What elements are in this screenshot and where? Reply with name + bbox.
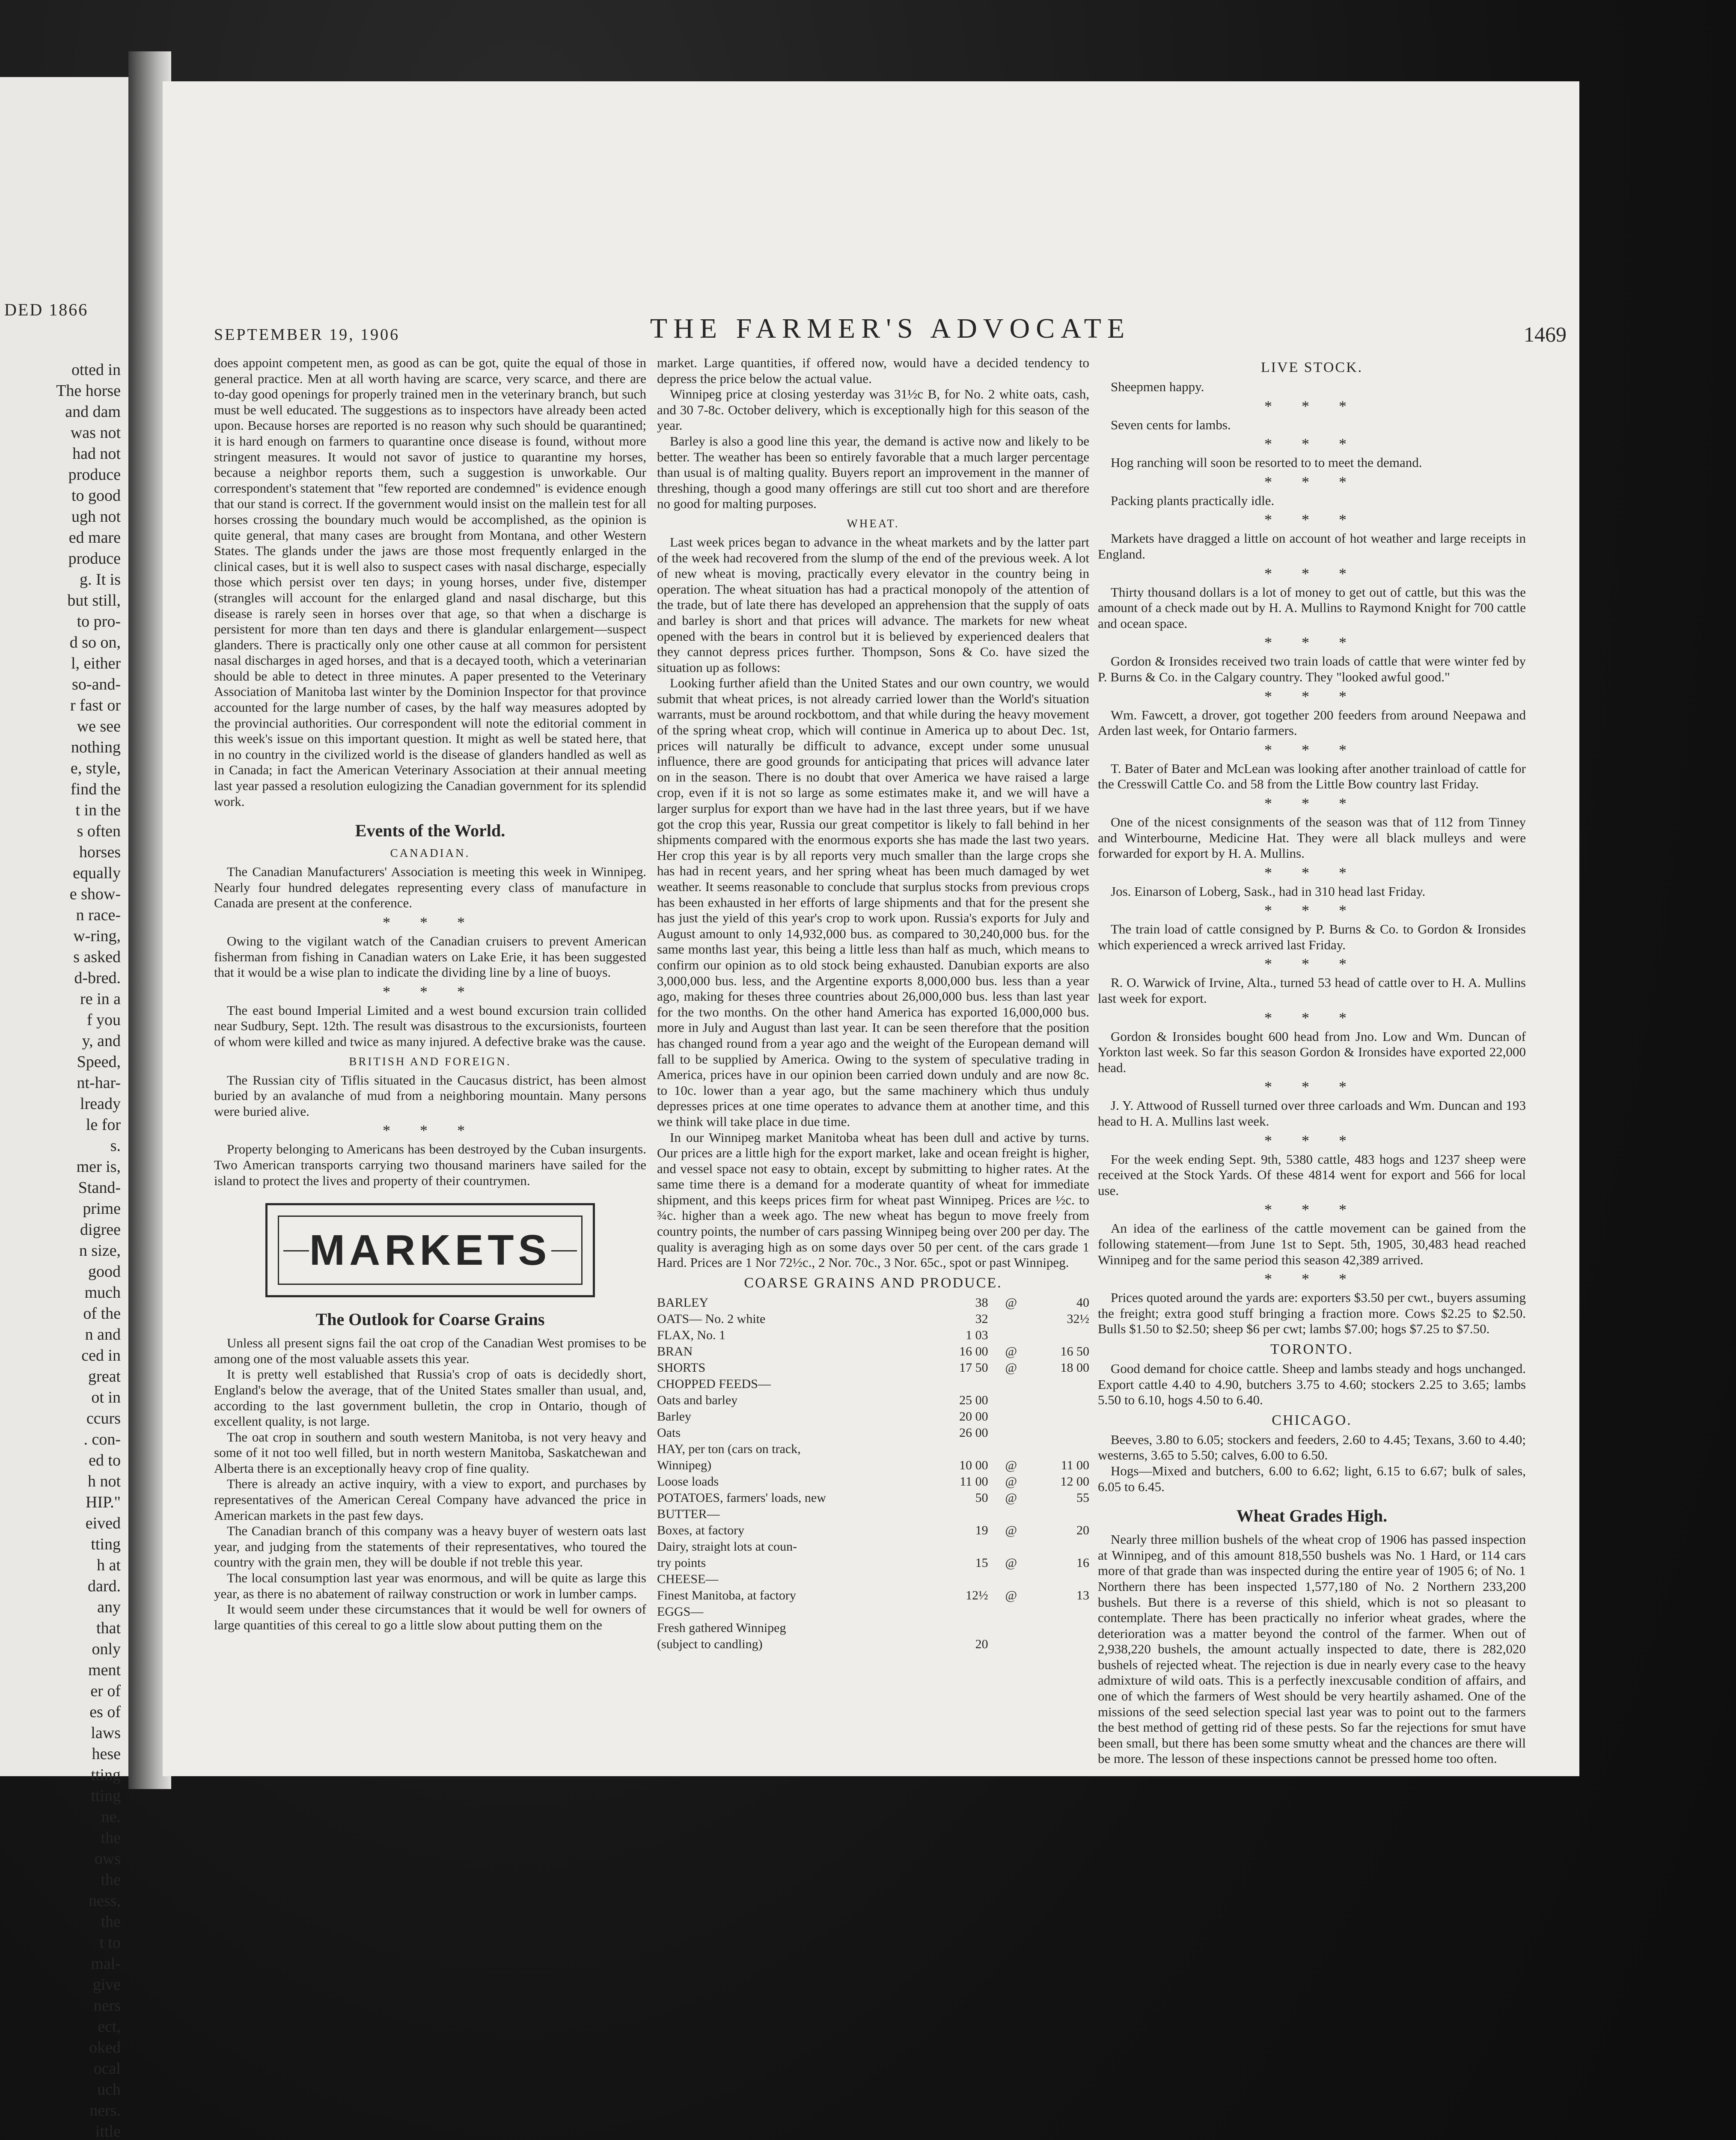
divider-stars: * * * [1264, 1270, 1359, 1288]
price-low [933, 1506, 988, 1522]
price-row [657, 1457, 1089, 1474]
chicago-heading: CHICAGO. [1272, 1412, 1352, 1428]
livestock-note: Seven cents for lambs. [1111, 417, 1231, 432]
previous-page-line: ners. [89, 2101, 121, 2119]
divider-stars: * * * [1264, 473, 1359, 490]
toronto-report: Good demand for choice cattle. Sheep and lambs steady and hogs unchanged. Export cattle 4.40 to 4.90, butchers 3.75 to 4.60; stockers 2.25 to 3.65; lambs 5.50 to 6.10, hogs 4.50 to 6.40. [1098, 1361, 1526, 1408]
previous-page-line: ect, [98, 2018, 121, 2036]
previous-page-line: so-and- [72, 675, 121, 693]
publication-title: THE FARMER'S ADVOCATE [650, 313, 1131, 344]
price-low: 12½ [966, 1588, 988, 1602]
previous-page-line: . con- [83, 1430, 121, 1448]
price-item: Dairy, straight lots at coun- [657, 1539, 797, 1554]
price-at [988, 1571, 1034, 1587]
previous-page-line: to pro- [77, 612, 121, 630]
previous-page-line: Speed, [77, 1053, 121, 1071]
coarse-grains-paragraph: There is already an active inquiry, with a view to export, and purchases by representatives of the American Cereal Company have advanced the price in American markets in the past few days. [214, 1476, 646, 1523]
previous-page-line: ot in [91, 1388, 121, 1406]
previous-page-line: ne. [101, 1808, 121, 1826]
price-high [1034, 1506, 1089, 1522]
previous-page-line: e, style, [70, 759, 121, 777]
price-at: @ [1005, 1490, 1017, 1505]
issue-date: SEPTEMBER 19, 1906 [214, 326, 400, 344]
toronto-heading: TORONTO. [1270, 1341, 1353, 1357]
previous-page-line: ed mare [68, 529, 121, 547]
markets-banner [265, 1203, 595, 1297]
previous-page-line: the [101, 1913, 121, 1931]
previous-page-line: but still, [67, 591, 121, 609]
previous-page-line: to good [71, 487, 121, 505]
previous-page-line: great [88, 1367, 121, 1385]
price-at [988, 1409, 1034, 1425]
previous-page-line: n race- [76, 906, 121, 924]
price-at: @ [1005, 1360, 1017, 1375]
previous-page-line: g. It is [79, 571, 121, 588]
price-low: 32 [975, 1311, 988, 1326]
previous-page-line: y, and [82, 1032, 121, 1050]
livestock-items [1098, 379, 1526, 1337]
price-high [1034, 1376, 1089, 1392]
divider-stars: * * * [1264, 794, 1359, 812]
coarse-grains-heading: The Outlook for Coarse Grains [315, 1310, 545, 1329]
divider-stars: * * * [383, 1122, 478, 1139]
wheat-paragraph: In our Winnipeg market Manitoba wheat has been dull and active by turns. Our prices are a little high for the export market, lake and ocean freight is higher, and vessel space not easy to obtain, except by submitting to higher rates. At the same time there is a demand for a moderate quantity of wheat for immediate shipment, and this keeps prices firm for wheat past Winnipeg. Prices are ½c. to ¾c. higher than a week ago. The new wheat has begun to move freely from country points, the number of cars passing Winnipeg being over 200 per day. The quality is averaging high as on some days over 50 per cent. of the cars grade 1 Hard. Prices are 1 Nor 72½c., 2 Nor. 70c., 3 Nor. 65c., spot or past Winnipeg. [657, 1129, 1089, 1270]
price-item: try points [657, 1555, 706, 1570]
price-item: Oats [657, 1425, 681, 1440]
price-row [657, 1604, 1089, 1620]
price-item: BRAN [657, 1344, 693, 1358]
previous-page-line: good [88, 1263, 121, 1281]
chicago-report: Beeves, 3.80 to 6.05; stockers and feeders, 2.60 to 4.45; Texans, 3.60 to 4.40; westerns, 3.65 to 5.50; calves, 6.00 to 6.50. [1098, 1432, 1526, 1463]
price-item: Oats and barley [657, 1393, 738, 1407]
price-row [657, 1311, 1089, 1327]
livestock-item: Prices quoted around the yards are: exporters $3.50 per cwt., buyers assuming the freight; extra good stuff bringing a fraction more. Cows $2.25 to $2.50. Bulls $1.50 to $2.50; sheep $6 per cwt; lambs $7.00; hogs $7.25 to $7.50. [1098, 1290, 1526, 1337]
price-at [988, 1604, 1034, 1620]
price-low: 20 [975, 1637, 988, 1651]
price-high [1034, 1409, 1089, 1425]
price-low: 10 00 [959, 1458, 988, 1472]
price-at [988, 1506, 1034, 1522]
price-low: 17 50 [959, 1360, 988, 1375]
previous-page-line: ows [94, 1850, 121, 1868]
livestock-heading: LIVE STOCK. [1260, 360, 1363, 375]
previous-page-line: was not [70, 424, 121, 442]
price-item: Finest Manitoba, at factory [657, 1588, 796, 1602]
canadian-item: The Canadian Manufacturers' Association is meeting this week in Winnipeg. Nearly four hundred delegates representing every class of manufacture in Canada are present at the conference. [214, 864, 646, 911]
price-at [988, 1392, 1034, 1409]
previous-page-line: digree [80, 1221, 121, 1239]
livestock-note: Hog ranching will soon be resorted to to meet the demand. [1111, 455, 1422, 470]
price-at: @ [1005, 1458, 1017, 1472]
price-row [657, 1506, 1089, 1522]
price-at [988, 1441, 1034, 1457]
previous-page-line: equally [73, 864, 121, 882]
price-row [657, 1327, 1089, 1343]
price-item: Winnipeg) [657, 1458, 712, 1472]
previous-page-line: find the [70, 780, 121, 798]
canadian-item: The east bound Imperial Limited and a west bound excursion train collided near Sudbury, Sept. 12th. The result was disastrous to the excursionists, fourteen of whom were killed and twice as many injured. A defective brake was the cause. [214, 1002, 646, 1049]
previous-page-line: e show- [69, 885, 121, 903]
livestock-item: Wm. Fawcett, a drover, got together 200 feeders from around Neepawa and Arden last week, for Ontario farmers. [1098, 707, 1526, 738]
price-at: @ [1005, 1588, 1017, 1602]
price-low [933, 1620, 988, 1636]
price-at [988, 1636, 1034, 1653]
price-row [657, 1360, 1089, 1376]
livestock-item: J. Y. Attwood of Russell turned over three carloads and Wm. Duncan and 193 head to H. A. Mullins last week. [1098, 1098, 1526, 1129]
price-item: HAY, per ton (cars on track, [657, 1442, 801, 1456]
previous-page-line: h at [97, 1556, 121, 1574]
previous-page-line: HIP." [85, 1493, 121, 1511]
previous-page-line: horses [79, 843, 121, 861]
price-item: Barley [657, 1409, 691, 1424]
price-high [1034, 1571, 1089, 1587]
previous-page-line: n size, [79, 1242, 121, 1260]
previous-page-line: lready [80, 1095, 121, 1113]
previous-page-line: s. [110, 1137, 121, 1155]
price-high [1034, 1636, 1089, 1653]
previous-page-line: mal- [91, 1955, 121, 1973]
price-row [657, 1555, 1089, 1571]
price-at [988, 1327, 1034, 1343]
price-low: 50 [975, 1490, 988, 1505]
livestock-item: Gordon & Ironsides received two train loads of cattle that were winter fed by P. Burns & Co. in the Calgary country. They "looked awful good." [1098, 654, 1526, 684]
livestock-item: Jos. Einarson of Loberg, Sask., had in 310 head last Friday. [1111, 883, 1426, 899]
previous-page-line: h not [87, 1472, 121, 1490]
price-high [1034, 1441, 1089, 1457]
divider-stars: * * * [383, 914, 478, 931]
chicago-report: Hogs—Mixed and butchers, 6.00 to 6.62; light, 6.15 to 6.67; bulk of sales, 6.05 to 6.45. [1098, 1463, 1526, 1494]
divider-stars: * * * [1264, 1132, 1359, 1149]
price-low: 38 [975, 1295, 988, 1310]
previous-page-line: w-ring, [73, 927, 121, 945]
livestock-item: Thirty thousand dollars is a lot of money to get out of cattle, but this was the amount of a check made out by H. A. Mullins to Raymond Knight for 700 cattle and ocean space. [1098, 584, 1526, 631]
livestock-note: Packing plants practically idle. [1111, 493, 1275, 508]
previous-page-line: t to [99, 1934, 121, 1952]
divider-stars: * * * [1264, 741, 1359, 758]
price-table-title: COARSE GRAINS AND PRODUCE. [744, 1275, 1002, 1291]
previous-page-line: dard. [87, 1577, 121, 1595]
previous-page-line: nt-har- [77, 1074, 121, 1092]
market-paragraph: Winnipeg price at closing yesterday was 31½c B, for No. 2 white oats, cash, and 30 7-8c. October delivery, which is exceptionally high for this season of the year. [657, 386, 1089, 433]
previous-page-line: ugh not [71, 508, 121, 526]
previous-page-line: nothing [71, 738, 121, 756]
canadian-item: Owing to the vigilant watch of the Canadian cruisers to prevent American fisherman from fishing in Canadian waters on Lake Erie, it has been suggested that it would be a wise plan to indicate the dividing line by a line of buoys. [214, 933, 646, 980]
coarse-grains-paragraph: Unless all present signs fail the oat crop of the Canadian West promises to be among one of the most valuable assets this year. [214, 1335, 646, 1366]
price-high [1034, 1327, 1089, 1343]
price-row [657, 1490, 1089, 1506]
foreign-item: Property belonging to Americans has been destroyed by the Cuban insurgents. Two American transports carrying two thousand mariners have sailed for the island to protect the lives and property of their countrymen. [214, 1141, 646, 1188]
price-item: CHOPPED FEEDS— [657, 1376, 771, 1391]
wheat-paragraph: Last week prices began to advance in the wheat markets and by the latter part of the week had recovered from the slump of the end of the previous week. A lot of new wheat is moving, practically every elevator in the country being in operation. The wheat situation has had a practical monopoly of the attention of the trade, but of late there has developed an apprehension that the supply of oats and barley is short and that prices will advance. The markets for new wheat opened with the bears in control but it is believed by experienced dealers that they cannot depress prices further. Thompson, Sons & Co. have sized the situation up as follows: [657, 534, 1089, 675]
previous-page-line: r fast or [70, 696, 121, 714]
previous-page-edge [0, 77, 131, 2140]
price-item: POTATOES, farmers' loads, new [657, 1490, 826, 1505]
previous-page-line: Stand- [78, 1179, 121, 1197]
price-item: FLAX, No. 1 [657, 1328, 726, 1342]
previous-page-line: d-bred. [74, 969, 121, 987]
price-item: Fresh gathered Winnipeg [657, 1620, 786, 1635]
price-at [988, 1425, 1034, 1441]
livestock-item: Gordon & Ironsides bought 600 head from Jno. Low and Wm. Duncan of Yorkton last week. So far this season Gordon & Ironsides have exported 22,000 head. [1098, 1028, 1526, 1075]
livestock-item: The train load of cattle consigned by P. Burns & Co. to Gordon & Ironsides which experienced a wreck arrived last Friday. [1098, 921, 1526, 952]
livestock-item: An idea of the earliness of the cattle movement can be gained from the following statement—from June 1st to Sept. 5th, 1905, 30,483 head reached Winnipeg and for the same period this season 42,389 arrived. [1098, 1221, 1526, 1267]
divider-stars: * * * [383, 983, 478, 1000]
previous-page-line: eived [85, 1514, 121, 1532]
previous-page-line: uch [97, 2081, 121, 2098]
column-2 [657, 355, 1089, 1742]
previous-page-line: ment [88, 1661, 121, 1679]
previous-page-line: much [84, 1284, 121, 1302]
price-low: 26 00 [959, 1425, 988, 1440]
previous-page-line: The horse [56, 382, 121, 400]
events-heading: Events of the World. [355, 821, 505, 841]
price-low: 20 00 [959, 1409, 988, 1424]
previous-page-line: oked [89, 2039, 121, 2057]
previous-page-line: re in a [80, 990, 121, 1008]
market-paragraph: market. Large quantities, if offered now, would have a decided tendency to depress the price below the actual value. [657, 355, 1089, 386]
price-item: BUTTER— [657, 1507, 720, 1521]
price-row [657, 1376, 1089, 1392]
canadian-subheading: CANADIAN. [390, 847, 470, 860]
previous-page-fragments [0, 360, 128, 2140]
price-high: 16 50 [1060, 1344, 1089, 1358]
price-high [1034, 1392, 1089, 1409]
page-number: 1469 [1524, 322, 1567, 346]
coarse-grains-paragraph: It is pretty well established that Russia's crop of oats is decidedly short, England's below the average, that of the United States smaller than usual, and, according to the last government bulletin, the crop in Ontario, though of excellent quality, is not large. [214, 1367, 646, 1429]
price-low [933, 1571, 988, 1587]
coarse-grains-paragraph: It would seem under these circumstances that it would be well for owners of large quantities of this cereal to go a little slow about putting them on the [214, 1602, 646, 1632]
previous-page-line: ced in [81, 1346, 121, 1364]
divider-stars: * * * [1264, 1201, 1359, 1219]
price-at [988, 1311, 1034, 1327]
price-row [657, 1620, 1089, 1636]
foreign-item: The Russian city of Tiflis situated in the Caucasus district, has been almost buried by an avalanche of mud from a neighboring mountain. Many persons were buried alive. [214, 1072, 646, 1119]
previous-page-line: produce [68, 466, 121, 484]
wheat-paragraph: Looking further afield than the United States and our own country, we would submit that wheat prices, is not already carried lower than the World's situation warrants, must be around rockbottom, and that while during the heavy movement of the spring wheat crop, which will continue in America up to about Dec. 1st, prices will naturally be difficult to advance, except under some unusual influence, there are good grounds for anticipating that prices will advance later on in the season. There is no doubt that over America we have raised a large crop, even if it is not so large as some estimates make it, and we will have a larger surplus for export than we have had in the last three years, but if we have got the crop this year, Russia our great competitor is likely to fall behind in her shipments compared with the enormous exports she has made the last two years. Her crop this year is by all reports very much smaller than the large crops she has had in recent years, and her spring wheat has been much damaged by wet weather. It seems reasonable to conclude that surplus stocks from previous crops has been exhausted in her efforts of large shipments and that for the present she has just the yield of this year's crop to work upon. Russia's exports for July and August amount to only 14,932,000 bus. as compared to 30,240,000 bus. for the same months last year, this being a little less than half as much, which means to confirm our opinion as to old stock being exhausted. Danubian exports are also 3,000,000 bus. less, and the Argentine exports 8,000,000 bus. less than a year ago, making for theses three countries about 26,000,000 bus. less than last year for the two months. On the other hand America has exported 16,000,000 bus. more in July and August than last year. It can be seen therefore that the position has changed round from a year ago and the weight of the European demand will fall to be supplied by America. Owing to the system of speculative trading in America, prices have in our opinion been carried down unduly and are now 8c. to 10c. lower than a year ago, but the same machinery which thus unduly depresses prices at one time operates to advance them at another time, and this we think will take place in due time. [657, 675, 1089, 1129]
previous-page-line: produce [68, 550, 121, 568]
previous-page-line: of the [83, 1305, 121, 1323]
previous-page-line: ners [93, 1997, 121, 2015]
price-item: EGGS— [657, 1604, 704, 1619]
previous-page-line: prime [83, 1200, 121, 1218]
divider-stars: * * * [1264, 955, 1359, 973]
livestock-item: For the week ending Sept. 9th, 5380 cattle, 483 hogs and 1237 sheep were received at the Stock Yards. Of these 4814 went for export and 566 for local use. [1098, 1151, 1526, 1198]
previous-page-line: l, either [71, 654, 121, 672]
livestock-item: One of the nicest consignments of the season was that of 112 from Tinney and Winterbourne, Medicine Hat. They were all black mulleys and were forwarded for export by H. A. Mullins. [1098, 814, 1526, 861]
price-low [933, 1376, 988, 1392]
previous-page-line: any [97, 1598, 121, 1616]
price-high [1034, 1539, 1089, 1555]
previous-page-line: es of [89, 1703, 121, 1721]
previous-page-line: er of [90, 1682, 121, 1700]
previous-page-line: that [96, 1619, 121, 1637]
column-3 [1098, 355, 1526, 1766]
price-low: 16 00 [959, 1344, 988, 1358]
previous-page-line: ness, [89, 1892, 121, 1910]
divider-stars: * * * [1264, 1009, 1359, 1026]
price-high [1034, 1425, 1089, 1441]
divider-stars: * * * [1264, 902, 1359, 919]
previous-page-line: we see [77, 717, 121, 735]
previous-page-line: and dam [65, 403, 121, 421]
price-table [657, 1295, 1089, 1653]
price-row [657, 1409, 1089, 1425]
price-row [657, 1425, 1089, 1441]
price-at [988, 1376, 1034, 1392]
price-item: SHORTS [657, 1360, 706, 1375]
price-high [1034, 1620, 1089, 1636]
previous-page-line: ccurs [86, 1409, 121, 1427]
price-item: OATS— No. 2 white [657, 1311, 766, 1326]
previous-page-line: ittle [95, 2122, 121, 2140]
divider-stars: * * * [1264, 634, 1359, 651]
price-item: BARLEY [657, 1295, 708, 1310]
masthead [214, 312, 1567, 360]
price-item: CHEESE— [657, 1572, 719, 1586]
price-row [657, 1474, 1089, 1490]
price-high: 40 [1076, 1295, 1089, 1310]
previous-page-line: otted in [71, 361, 121, 379]
divider-stars: * * * [1264, 511, 1359, 529]
price-row [657, 1539, 1089, 1555]
previous-page-line: only [92, 1640, 121, 1658]
price-high: 18 00 [1060, 1360, 1089, 1375]
coarse-grains-paragraph: The local consumption last year was enormous, and will be quite as large this year, as there is no abatement of railway construction or work in lumber camps. [214, 1570, 646, 1601]
divider-stars: * * * [1264, 397, 1359, 415]
price-row [657, 1522, 1089, 1539]
previous-page-line: hese [92, 1745, 121, 1763]
livestock-item: R. O. Warwick of Irvine, Alta., turned 53 head of cattle over to H. A. Mullins last week for export. [1098, 975, 1526, 1006]
price-high: 13 [1076, 1588, 1089, 1602]
markets-banner-text: MARKETS [309, 1226, 551, 1274]
previous-page-line: the [101, 1871, 121, 1889]
previous-page-line: t in the [75, 801, 121, 819]
price-row [657, 1392, 1089, 1409]
price-at [988, 1539, 1034, 1555]
price-high: 55 [1076, 1490, 1089, 1505]
price-at: @ [1005, 1555, 1017, 1570]
price-row [657, 1343, 1089, 1360]
price-low [933, 1441, 988, 1457]
price-high: 12 00 [1060, 1474, 1089, 1489]
newspaper-page [163, 81, 1579, 1776]
previous-page-line: the [101, 1829, 121, 1847]
price-low: 19 [975, 1523, 988, 1537]
price-high: 20 [1076, 1523, 1089, 1537]
divider-stars: * * * [1264, 687, 1359, 705]
divider-stars: * * * [1264, 864, 1359, 881]
price-at: @ [1005, 1474, 1017, 1489]
price-at: @ [1005, 1344, 1017, 1358]
previous-page-line: laws [91, 1724, 121, 1742]
price-item: Loose loads [657, 1474, 719, 1489]
veterinary-article-text: does appoint competent men, as good as can be got, quite the equal of those in general practice. Men at all worth having are scarce, very scarce, and there are to-day good openings for properly trained men in the veterinary branch, but such must be well educated. The suggestions as to inspectors have already been acted upon. Because horses are reported is no reason why such should be quarantined; it is hard enough on farmers to quarantine once disease is found, without more stringent measures. It would not savor of justice to quarantine my horses, because a neighbor reports them, such a suggestion is unworkable. Our correspondent's statement that "few reported are condemned" is evidence enough that our stand is correct. If the government would insist on the mallein test for all horses crossing the boundary much would be accomplished, as the opinion is quite general, that many cases are brought from Montana, and other Western States. The glands under the jaws are those most frequently enlarged in the clinical cases, but it is well also to suspect cases with nasal discharge, especially those which persist over ten days; in young horses, under five, distemper (strangles will account for the enlarged gland and nasal discharge, but this disease is rarely seen in horses over that age, so that when a discharge is persistent for more than ten days and there is glandular enlargement—suspect glanders. There is practically only one other cause at all common for persistent nasal discharges in aged horses, and that is a decayed tooth, which a veterinarian should be able to detect in three minutes. A paper presented to the Veterinary Association of Manitoba last winter by the Dominion Inspector for that province accounted for the large number of cases, by the half way measures adopted by the provincial authorities. Our correspondent will note the editorial comment in this week's issue on this important question. It might as well be stated here, that in no country in the civilized world is the disease of glanders handled as well as in Canada; in fact the American Veterinary Association at their annual meeting last year passed a resolution eulogizing the Canadian government for its splendid work. [214, 355, 646, 809]
coarse-grains-paragraph: The oat crop in southern and south western Manitoba, is not very heavy and some of it not too well filled, but in north western Manitoba, Saskatchewan and Alberta there is an exceptionally heavy crop of fine quality. [214, 1429, 646, 1476]
previous-page-line: had not [72, 445, 121, 463]
previous-page-line: ocal [93, 2060, 121, 2078]
livestock-note: Markets have dragged a little on account of hot weather and large receipts in England. [1098, 531, 1526, 562]
previous-page-line: d so on, [69, 633, 121, 651]
price-low [933, 1539, 988, 1555]
previous-page-line: tting [91, 1787, 121, 1805]
price-high: 11 00 [1061, 1458, 1089, 1472]
previous-page-line: le for [86, 1116, 121, 1134]
price-at: @ [1005, 1523, 1017, 1537]
wheat-grades-heading: Wheat Grades High. [1236, 1506, 1388, 1526]
price-low: 25 00 [959, 1393, 988, 1407]
price-low: 1 03 [966, 1328, 988, 1342]
price-row [657, 1636, 1089, 1653]
price-item: Boxes, at factory [657, 1523, 745, 1537]
foreign-subheading: BRITISH AND FOREIGN. [349, 1055, 511, 1068]
previous-page-line: s often [77, 822, 121, 840]
price-low: 11 00 [960, 1474, 988, 1489]
price-row [657, 1587, 1089, 1604]
price-low [933, 1604, 988, 1620]
column-1 [214, 355, 646, 1742]
price-row [657, 1571, 1089, 1587]
wheat-grades-article: Nearly three million bushels of the wheat crop of 1906 has passed inspection at Winnipeg, and of this amount 818,550 bushels was No. 1 Hard, or 114 cars more of that grade than was inspected during the entire year of 1905 6; of No. 1 Northern there has been inspected 1,577,180 of No. 2 Northern 233,200 bushels. But there is a reverse of this shield, which is not so pleasant to contemplate. There has been practically no inferior wheat grades, where the deterioration was a matter beyond the control of the farmer. When out of 2,938,220 bushels, the amount actually inspected to date, there is 282,020 bushels of rejected wheat. The rejection is due in nearly every case to the heavy admixture of wild oats. This is a perfectly inexcusable condition of affairs, and one of which the farmers of West should be very heartily ashamed. One of the missions of the seed selection special last year was to point out to the farmers the best method of getting rid of these pests. So far the rejections for smut have been small, but there has been some smutty wheat and the chances are there will be more. The lesson of these inspections cannot be pressed home too often. [1098, 1532, 1526, 1766]
divider-stars: * * * [1264, 435, 1359, 453]
price-low: 15 [975, 1555, 988, 1570]
previous-page-line: tting [91, 1766, 121, 1784]
market-paragraph: Barley is also a good line this year, the demand is active now and likely to be better. The weather has been so entirely favorable that a much larger percentage than usual is of malting quality. Buyers report an improvement in the manner of threshing, though a good many offerings are still cut too short and are therefore no good for malting purposes. [657, 433, 1089, 511]
previous-page-line: s asked [73, 948, 121, 966]
price-at: @ [1005, 1295, 1017, 1310]
price-high [1034, 1604, 1089, 1620]
previous-page-line: give [92, 1976, 121, 1994]
previous-page-line: mer is, [76, 1158, 121, 1176]
previous-page-line: n and [85, 1326, 121, 1343]
previous-page-line: ed to [89, 1451, 121, 1469]
livestock-note: Sheepmen happy. [1111, 379, 1204, 394]
previous-page-line: f you [86, 1011, 121, 1029]
price-high: 32½ [1067, 1311, 1089, 1326]
livestock-item: T. Bater of Bater and McLean was looking after another trainload of cattle for the Cresswill Cattle Co. and 58 from the Little Bow country last Friday. [1098, 761, 1526, 792]
coarse-grains-paragraph: The Canadian branch of this company was a heavy buyer of western oats last year, and judging from the statements of their representatives, who toured the country with the grain men, they will be double if not treble this year. [214, 1523, 646, 1570]
price-high: 16 [1076, 1555, 1089, 1570]
divider-stars: * * * [1264, 565, 1359, 582]
previous-page-header: DED 1866 [4, 300, 89, 319]
previous-page-line: tting [91, 1535, 121, 1553]
wheat-subheading: WHEAT. [847, 517, 900, 530]
price-row [657, 1441, 1089, 1457]
price-at [988, 1620, 1034, 1636]
price-item: (subject to candling) [657, 1637, 763, 1651]
price-row [657, 1295, 1089, 1311]
divider-stars: * * * [1264, 1078, 1359, 1096]
